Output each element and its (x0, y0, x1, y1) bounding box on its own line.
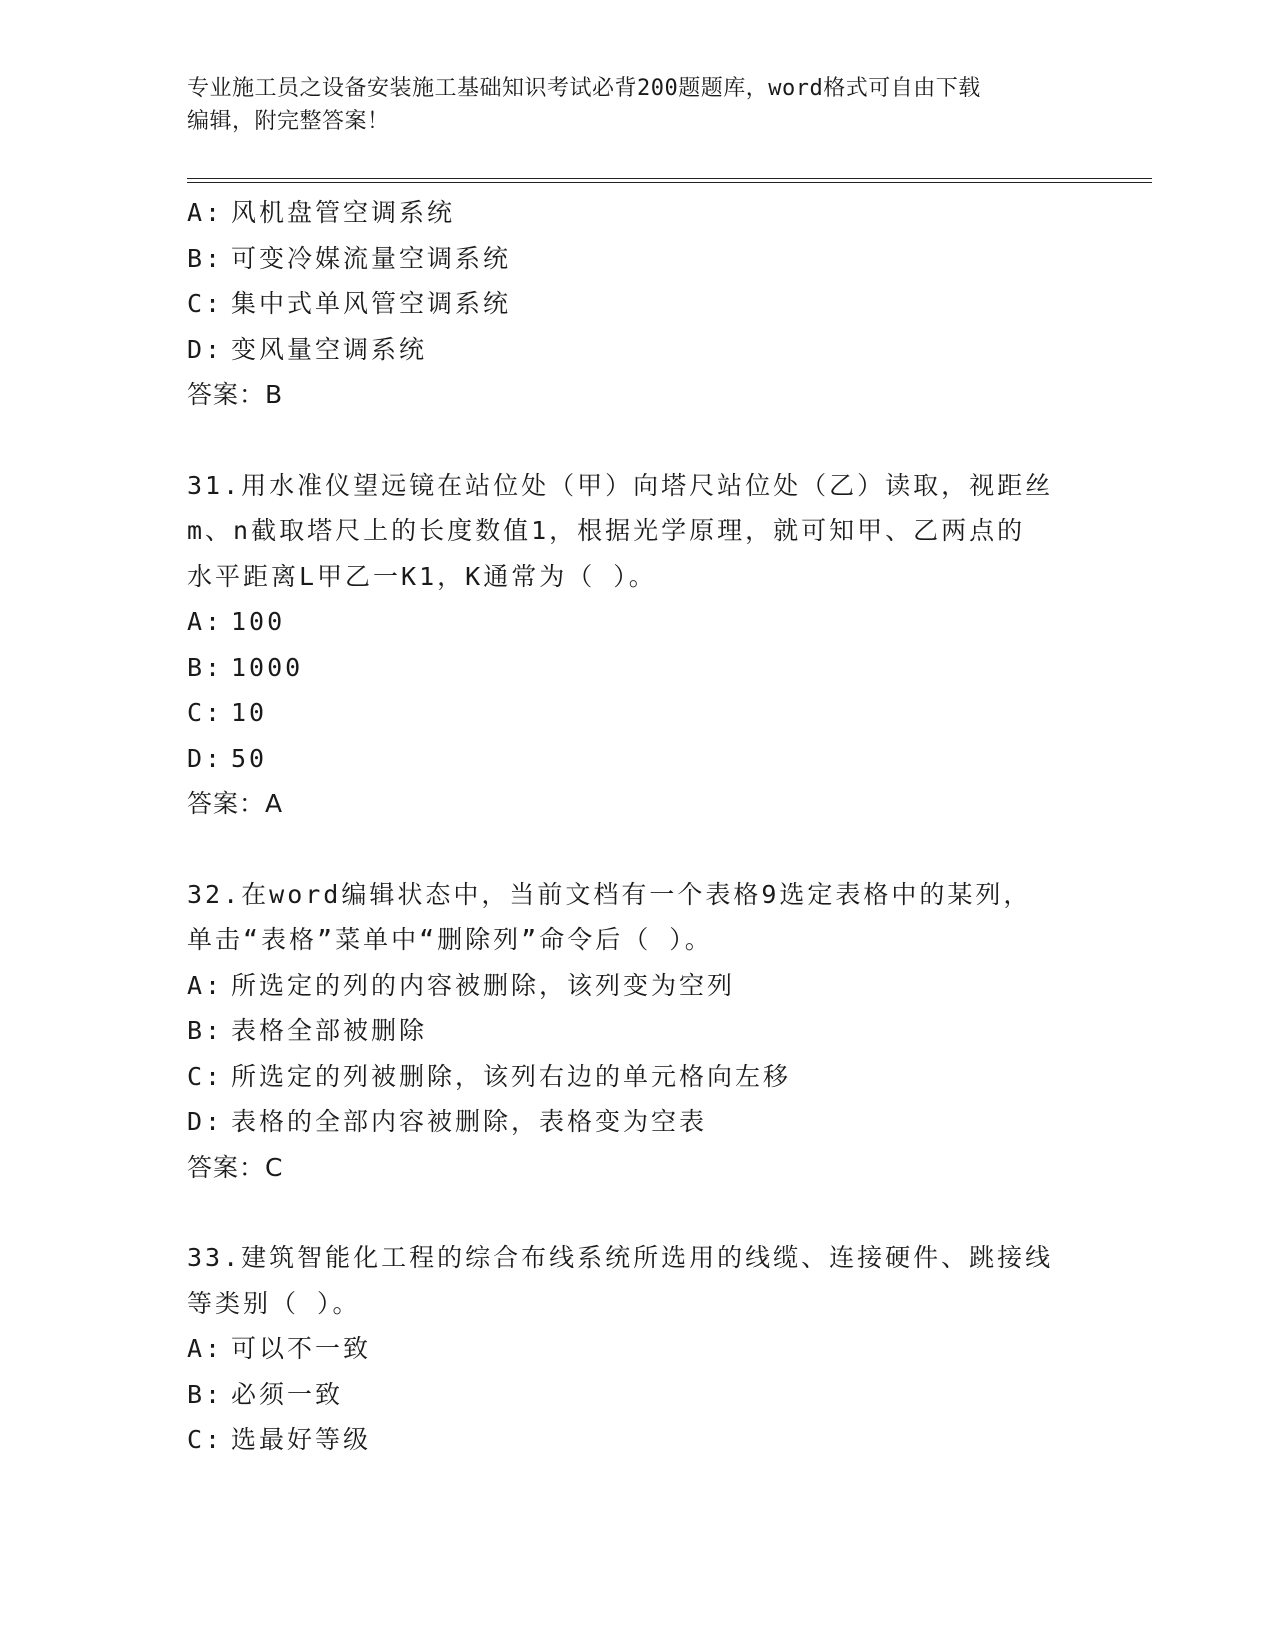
option-b (187, 1008, 1067, 1054)
option-letter: A: (187, 607, 224, 636)
option-letter: C: (187, 698, 224, 727)
option-letter: B: (187, 243, 224, 273)
option-text: 表格全部被删除 (231, 1016, 428, 1045)
option-letter: C: (187, 1425, 224, 1454)
option-text: 表格的全部内容被删除，表格变为空表 (231, 1107, 708, 1136)
option-text: 必须一致 (231, 1379, 344, 1409)
option-letter: D: (187, 743, 224, 773)
option-d (187, 327, 1067, 373)
option-text: 风机盘管空调系统 (231, 198, 456, 227)
option-c (187, 690, 1067, 736)
option-c (187, 281, 1067, 327)
question-block-32 (187, 872, 1067, 1191)
option-b (187, 1372, 1067, 1418)
question-stem (187, 872, 1067, 963)
option-letter: B: (187, 1016, 224, 1045)
option-b (187, 236, 1067, 282)
stem-line: 等类别（ ）。 (187, 1288, 361, 1318)
question-stem (187, 463, 1067, 600)
header-line-2: 编辑，附完整答案！ (187, 109, 390, 134)
answer-line: 答案：A (187, 789, 284, 818)
option-text: 所选定的列的内容被删除，该列变为空列 (231, 970, 736, 1000)
header-line-1: 专业施工员之设备安装施工基础知识考试必背200题题库，word格式可自由下载 (187, 76, 981, 101)
answer-line: 答案：C (187, 1152, 284, 1182)
option-text: 10 (231, 698, 268, 727)
option-d (187, 1099, 1067, 1145)
option-text: 1000 (231, 652, 304, 682)
option-text: 变风量空调系统 (231, 334, 428, 364)
spacer (187, 418, 1067, 463)
stem-line: m、n截取塔尺上的长度数值1，根据光学原理，就可知甲、乙两点的 (187, 516, 1026, 545)
header-divider (187, 178, 1152, 183)
stem-line: 32.在word编辑状态中，当前文档有一个表格9选定表格中的某列， (187, 879, 1032, 909)
option-letter: C: (187, 289, 224, 318)
option-a (187, 599, 1067, 645)
option-letter: A: (187, 1334, 224, 1363)
option-a (187, 190, 1067, 236)
option-letter: C: (187, 1061, 224, 1091)
answer-line: 答案：B (187, 380, 284, 409)
spacer (187, 827, 1067, 872)
option-text: 100 (231, 607, 286, 636)
stem-line: 单击“表格”菜单中“删除列”命令后（ ）。 (187, 925, 713, 954)
stem-line: 33.建筑智能化工程的综合布线系统所选用的线缆、连接硬件、跳接线 (187, 1243, 1054, 1272)
option-text: 所选定的列被删除，该列右边的单元格向左移 (231, 1061, 792, 1091)
option-text: 可以不一致 (231, 1334, 372, 1363)
option-d (187, 736, 1067, 782)
option-a (187, 1326, 1067, 1372)
question-block-31 (187, 463, 1067, 827)
option-text: 可变冷媒流量空调系统 (231, 243, 512, 273)
option-b (187, 645, 1067, 691)
question-block-33 (187, 1235, 1067, 1463)
option-letter: A: (187, 198, 224, 227)
option-letter: B: (187, 1379, 224, 1409)
option-letter: A: (187, 970, 224, 1000)
spacer (187, 1190, 1067, 1235)
option-c (187, 1054, 1067, 1100)
option-letter: D: (187, 334, 224, 364)
option-c (187, 1417, 1067, 1463)
option-letter: D: (187, 1107, 224, 1136)
question-stem (187, 1235, 1067, 1326)
document-body (187, 190, 1067, 1463)
document-header (187, 72, 1087, 138)
option-a (187, 963, 1067, 1009)
option-text: 集中式单风管空调系统 (231, 289, 512, 318)
question-block-30 (187, 190, 1067, 418)
stem-line: 水平距离L甲乙一K1，K通常为（ ）。 (187, 561, 657, 591)
option-text: 50 (231, 743, 268, 773)
stem-line: 31.用水准仪望远镜在站位处（甲）向塔尺站位处（乙）读取，视距丝 (187, 470, 1054, 500)
option-text: 选最好等级 (231, 1425, 372, 1454)
option-letter: B: (187, 652, 224, 682)
